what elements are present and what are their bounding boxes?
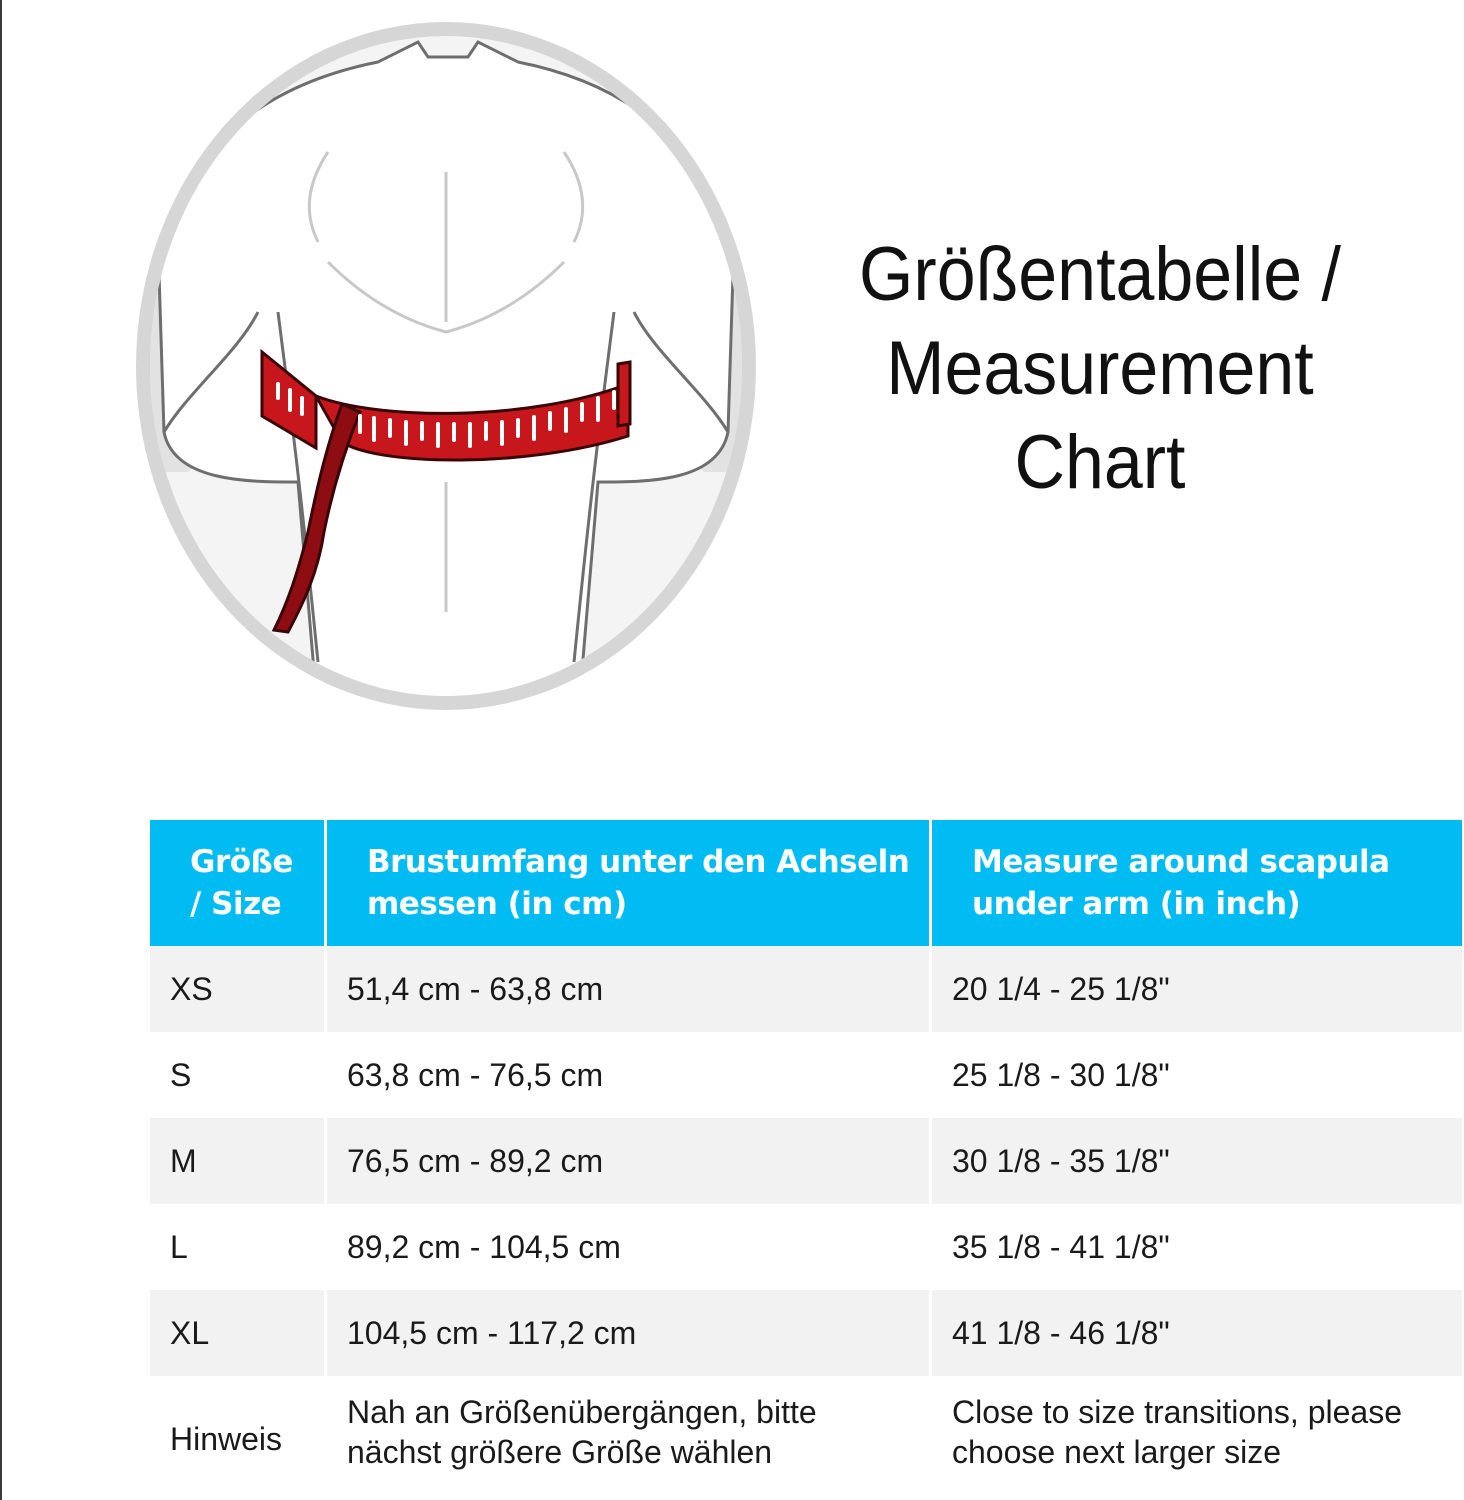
inch-cell: 41 1/8 - 46 1/8": [929, 1290, 1462, 1376]
torso-measuring-tape-icon: [128, 12, 764, 718]
note-de-line-2: nächst größere Größe wählen: [347, 1434, 773, 1470]
header-inch-line-1: Measure around scapula: [972, 844, 1390, 880]
header-size-line-1: Größe: [190, 844, 293, 880]
cm-cell: 104,5 cm - 117,2 cm: [324, 1290, 929, 1376]
title-line-2: Measurement: [886, 326, 1314, 411]
size-chart-table: [150, 820, 1462, 1488]
size-cell: S: [170, 1057, 192, 1093]
title-line-1: Größentabelle /: [859, 232, 1341, 317]
title-line-3: Chart: [1014, 420, 1186, 505]
note-row: [150, 1376, 1462, 1488]
note-de-line-1: Nah an Größenübergängen, bitte: [347, 1394, 817, 1430]
cm-cell: 51,4 cm - 63,8 cm: [324, 946, 929, 1032]
table-row: [150, 1032, 1462, 1118]
inch-cell: 30 1/8 - 35 1/8": [929, 1118, 1462, 1204]
header-cm-line-1: Brustumfang unter den Achseln: [367, 844, 910, 880]
size-cell: XL: [150, 1290, 324, 1376]
note-en: [929, 1376, 1462, 1488]
note-de: [324, 1376, 929, 1488]
table-row: [150, 1118, 1462, 1204]
header-inch: [929, 820, 1462, 946]
header-inch-line-2: under arm (in inch): [972, 886, 1301, 922]
cm-cell: 63,8 cm - 76,5 cm: [324, 1032, 929, 1118]
table-row: [150, 946, 1462, 1032]
header-size-line-2: / Size: [190, 886, 282, 922]
cm-cell: 89,2 cm - 104,5 cm: [324, 1204, 929, 1290]
table-row: [150, 1204, 1462, 1290]
inch-cell: 25 1/8 - 30 1/8": [929, 1032, 1462, 1118]
note-label: Hinweis: [170, 1421, 283, 1457]
inch-cell: 35 1/8 - 41 1/8": [929, 1204, 1462, 1290]
page-title: [815, 228, 1385, 510]
table-row: [150, 1290, 1462, 1376]
header-cm-line-2: messen (in cm): [367, 886, 627, 922]
size-cell: M: [150, 1118, 324, 1204]
table-header-row: [150, 820, 1462, 946]
left-edge-border: [0, 0, 2, 1500]
cm-cell: 76,5 cm - 89,2 cm: [324, 1118, 929, 1204]
note-en-line-1: Close to size transitions, please: [952, 1394, 1402, 1430]
header-cm: [324, 820, 929, 946]
size-cell: XS: [150, 946, 324, 1032]
note-en-line-2: choose next larger size: [952, 1434, 1282, 1470]
size-cell: L: [170, 1229, 188, 1265]
inch-cell: 20 1/4 - 25 1/8": [929, 946, 1462, 1032]
header-size: [150, 820, 324, 946]
